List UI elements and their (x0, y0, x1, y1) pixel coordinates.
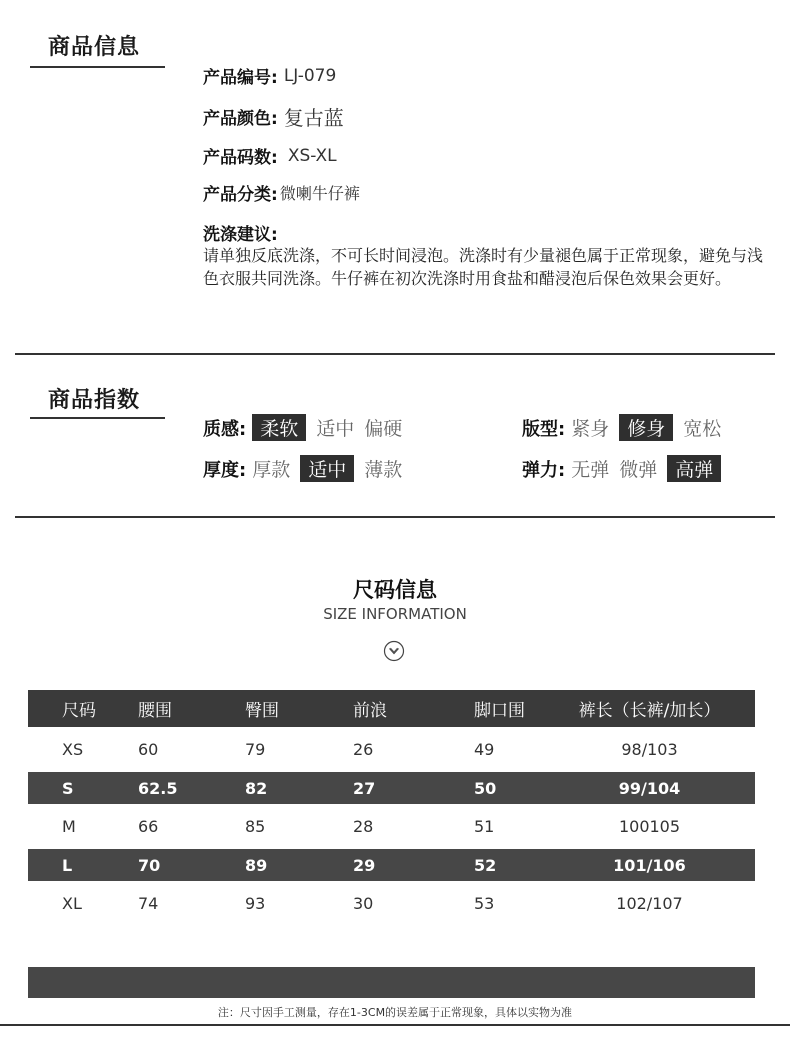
product-color-label: 产品颜色: (203, 109, 278, 129)
product-number-value: LJ-079 (283, 65, 337, 86)
index-fit-option-tight: 紧身 (571, 418, 610, 440)
index-fit-label: 版型: (522, 418, 566, 440)
index-texture-option-hard: 偏硬 (364, 418, 403, 440)
product-color-value: 复古蓝 (283, 106, 344, 130)
cell-waist: 60 (138, 740, 159, 759)
table-row (28, 804, 755, 849)
cell-hip: 89 (222, 849, 325, 881)
cell-front-rise: 29 (325, 849, 445, 881)
cell-front-rise: 28 (353, 817, 374, 836)
bottom-divider (0, 1024, 790, 1026)
size-info-title: 尺码信息 (353, 578, 437, 602)
cell-front-rise: 26 (353, 740, 374, 759)
product-info-title-underline (30, 66, 165, 68)
product-number-label: 产品编号: (203, 68, 278, 88)
index-texture-label: 质感: (203, 418, 247, 440)
cell-leg-opening: 53 (474, 894, 495, 913)
header-waist: 腰围 (118, 690, 222, 727)
index-thickness-label: 厚度: (203, 459, 247, 481)
table-row (28, 727, 755, 772)
product-number-row (203, 63, 336, 88)
cell-size: M (62, 817, 76, 836)
header-size: 尺码 (28, 690, 118, 727)
product-size-row (203, 143, 337, 168)
cell-hip: 82 (222, 772, 325, 804)
section-divider-1 (15, 353, 775, 355)
product-category-value: 微喇牛仔裤 (279, 184, 360, 203)
cell-hip: 93 (245, 894, 266, 913)
cell-size: S (28, 772, 118, 804)
table-row (28, 849, 755, 881)
product-info-title: 商品信息 (48, 35, 141, 60)
index-elasticity-label: 弹力: (522, 459, 566, 481)
wash-text: 请单独反底洗涤，不可长时间浸泡。洗涤时有少量褪色属于正常现象，避免与浅色衣服共同洗涤。牛仔裤在初次洗涤时用食盐和醋浸泡后保色效果会更好。 (203, 246, 764, 288)
index-thickness-option-medium: 适中 (300, 455, 354, 482)
cell-size: XS (62, 740, 84, 759)
product-color-row (203, 102, 344, 131)
cell-hip: 79 (245, 740, 266, 759)
cell-length: 100105 (618, 817, 681, 836)
product-index-title-underline (30, 417, 165, 419)
size-table-header (28, 690, 755, 727)
index-elasticity-option-slight: 微弹 (619, 459, 658, 481)
cell-leg-opening: 50 (445, 772, 544, 804)
cell-length: 98/103 (621, 740, 678, 759)
section-divider-2 (15, 516, 775, 518)
index-thickness-option-thin: 薄款 (364, 459, 403, 481)
cell-front-rise: 27 (325, 772, 445, 804)
wash-label: 洗涤建议: (203, 225, 278, 245)
cell-leg-opening: 49 (474, 740, 495, 759)
index-thickness-row (203, 455, 412, 482)
index-fit-option-loose: 宽松 (683, 418, 722, 440)
index-fit-row (522, 414, 731, 441)
product-index-title: 商品指数 (48, 388, 141, 413)
product-category-row (203, 180, 360, 205)
cell-length: 102/107 (616, 894, 683, 913)
cell-length: 101/106 (544, 849, 755, 881)
cell-waist: 70 (118, 849, 222, 881)
product-size-label: 产品码数: (203, 148, 278, 168)
cell-leg-opening: 51 (474, 817, 495, 836)
index-texture-option-soft: 柔软 (252, 414, 306, 441)
index-thickness-option-thick: 厚款 (252, 459, 291, 481)
table-footer-bar (28, 967, 755, 998)
index-texture-row (203, 414, 412, 441)
cell-waist: 62.5 (118, 772, 222, 804)
cell-waist: 74 (138, 894, 159, 913)
index-elasticity-row (522, 455, 731, 482)
cell-size: XL (62, 894, 82, 913)
cell-hip: 85 (245, 817, 266, 836)
size-info-subtitle: SIZE INFORMATION (323, 605, 467, 623)
chevron-down-circle-icon (383, 640, 405, 662)
table-row (28, 881, 755, 926)
index-elasticity-option-none: 无弹 (571, 459, 610, 481)
size-table (28, 690, 755, 926)
table-row (28, 772, 755, 804)
header-length: 裤长（长裤/加长） (544, 690, 755, 727)
index-fit-option-slim: 修身 (619, 414, 673, 441)
header-leg-opening: 脚口围 (445, 690, 544, 727)
cell-front-rise: 30 (353, 894, 374, 913)
product-size-value: XS-XL (287, 145, 337, 166)
index-elasticity-option-high: 高弹 (667, 455, 721, 482)
measurement-note: 注：尺寸因手工测量，存在1-3CM的误差属于正常现象，具体以实物为准 (217, 1006, 573, 1019)
cell-length: 99/104 (544, 772, 755, 804)
header-front-rise: 前浪 (325, 690, 445, 727)
cell-leg-opening: 52 (445, 849, 544, 881)
cell-size: L (28, 849, 118, 881)
product-category-label: 产品分类: (203, 185, 278, 205)
index-texture-option-medium: 适中 (316, 418, 355, 440)
header-hip: 臀围 (222, 690, 325, 727)
cell-waist: 66 (138, 817, 159, 836)
